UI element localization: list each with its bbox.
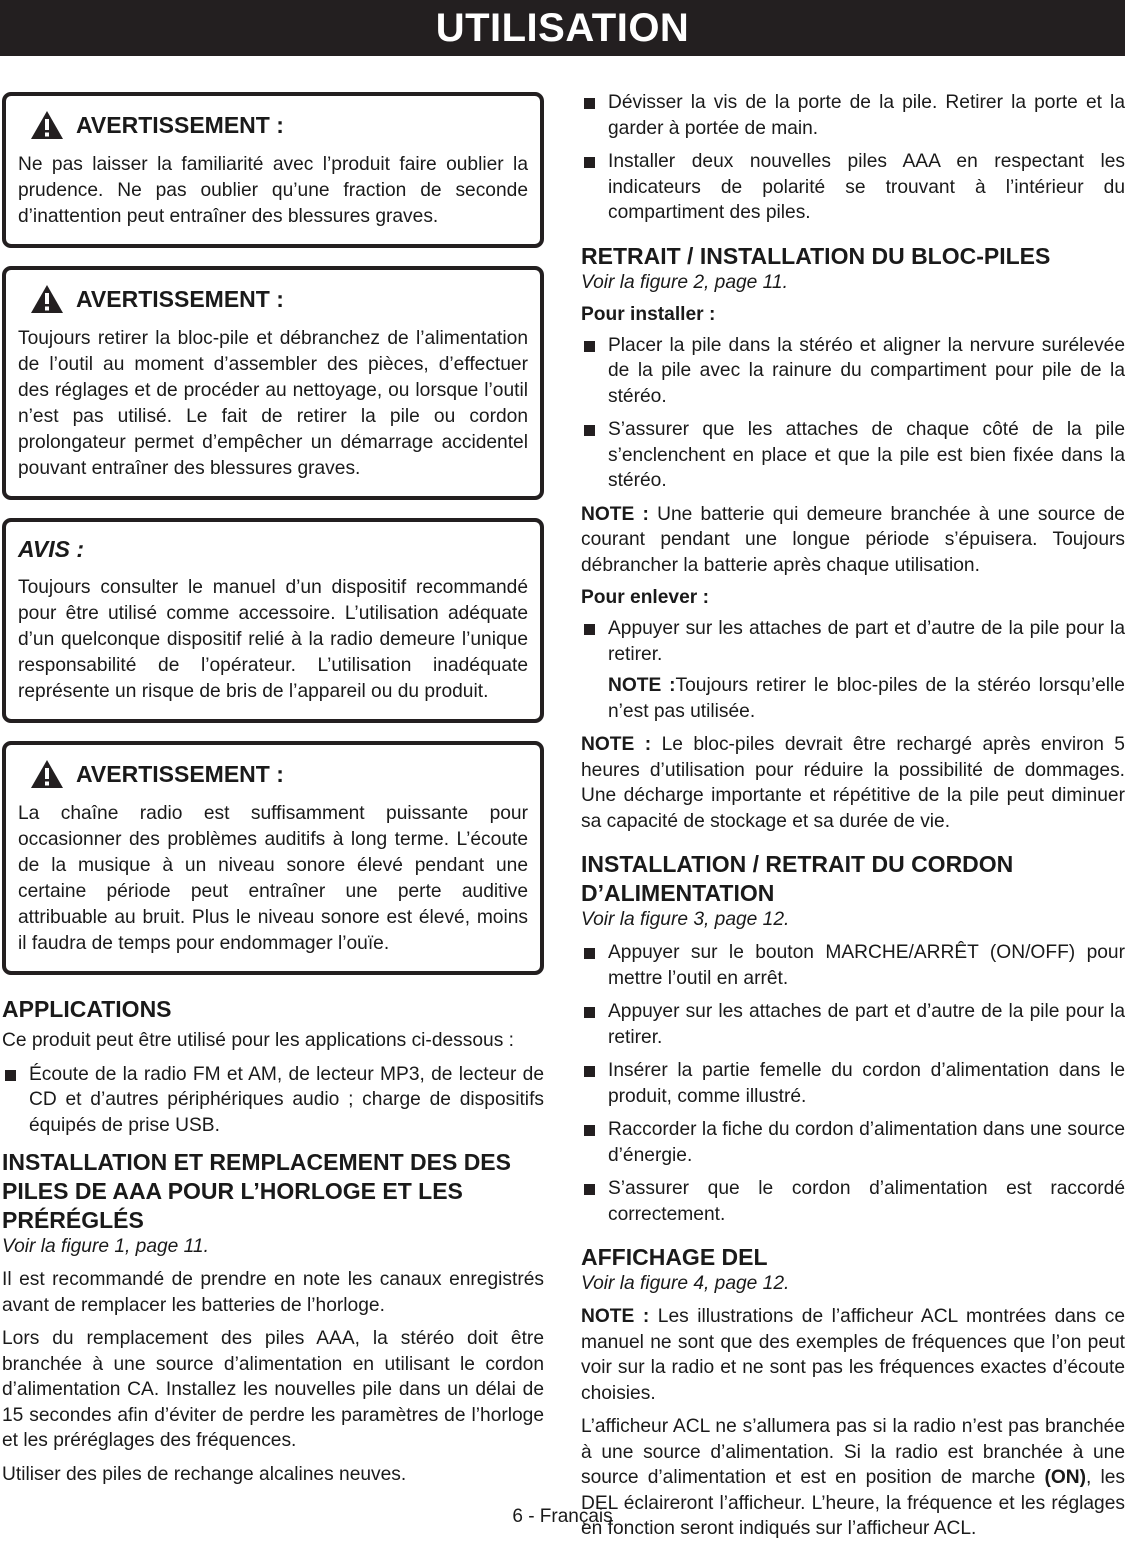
- warning-box-1: [2, 92, 544, 248]
- aaa-paragraph-3: Utiliser des piles de rechange alcalines neuves.: [2, 1463, 407, 1485]
- remove-list: [581, 616, 1125, 667]
- list-item: Appuyer sur les attaches de part et d’autre de la pile pour la retirer.: [581, 999, 1125, 1050]
- del-paragraph: L’afficheur ACL ne s’allumera pas si la radio n’est pas branchée à une source d’alimentation. Si la radio est branchée à une source d’alimentation et est en position de marche (ON), les DEL éclaireront l’afficheur. L’heure, la fréquence et les réglages en fonction seront indiqués sur l’afficheur ACL.: [581, 1416, 1125, 1539]
- warning-text-2: Toujours retirer la bloc-pile et débranchez de l’alimentation de l’outil au moment d’assembler des pièces, d’effectuer des réglages et de procéder au nettoyage, ou lorsque l’outil n’est pas utilisé. Le fait de retirer la pile ou cordon prolongateur permet d’empêcher un démarrage accidentel pouvant entraîner des blessures graves.: [18, 328, 528, 479]
- bloc-heading: RETRAIT / INSTALLATION DU BLOC-PILES: [581, 242, 1051, 269]
- install-label: Pour installer :: [581, 303, 716, 325]
- list-item: Écoute de la radio FM et AM, de lecteur MP3, de lecteur de CD et d’autres périphériques audio ; charge de dispositifs équipés de prise USB.: [2, 1062, 544, 1139]
- bullet-square-icon: [584, 948, 595, 959]
- install-list: [581, 333, 1125, 494]
- warning-title-2: [30, 284, 528, 314]
- bullet-square-icon: [584, 1066, 595, 1077]
- list-item: Dévisser la vis de la porte de la pile. Retirer la porte et la garder à portée de main.: [581, 90, 1125, 141]
- notice-box: [2, 518, 544, 723]
- applications-intro: Ce produit peut être utilisé pour les applications ci-dessous :: [2, 1030, 514, 1051]
- bullet-square-icon: [584, 1184, 595, 1195]
- warning-box-3: [2, 741, 544, 975]
- remove-subnote: NOTE :Toujours retirer le bloc-piles de la stéréo lorsqu’elle n’est pas utilisée.: [608, 675, 1125, 722]
- warning-triangle-icon: [30, 759, 64, 789]
- warning-text-1: Ne pas laisser la familiarité avec l’produit faire oublier la prudence. Ne pas oublier qu’une fraction de seconde d’inattention peut entraîner des blessures graves.: [18, 154, 528, 227]
- page-title: UTILISATION: [0, 0, 1125, 56]
- notice-text: Toujours consulter le manuel d’un dispositif recommandé pour être utilisé comme accessoire. L’utilisation adéquate d’un quelconque dispositif relié à la radio demeure l’unique responsabilité de l’opérateur. L’utilisation inadéquate représente un risque de bris de l’appareil ou du produit.: [18, 577, 528, 702]
- aaa-steps-list: [581, 90, 1125, 226]
- del-heading: AFFICHAGE DEL: [581, 1244, 768, 1270]
- list-item: Insérer la partie femelle du cordon d’alimentation dans le produit, comme illustré.: [581, 1058, 1125, 1109]
- warning-title-text: AVERTISSEMENT :: [76, 760, 284, 787]
- del-note: NOTE : Les illustrations de l’afficheur ACL montrées dans ce manuel ne sont que des exemples de fréquences que l’on peut voir sur la radio et ne sont pas les fréquences exactes d’écoute choisies.: [581, 1306, 1125, 1404]
- warning-title-3: [30, 759, 528, 789]
- bullet-square-icon: [584, 1007, 595, 1018]
- warning-text-3: La chaîne radio est suffisamment puissante pour occasionner des problèmes auditifs à long terme. L’écoute de la musique à un niveau sonore élevé pendant une certaine période peut entraîner une perte auditive attribuable au bruit. Plus le niveau sonore est élevé, moins il faudra de temps pour endommager l’ouïe.: [18, 803, 528, 954]
- bloc-figure-ref: Voir la figure 2, page 11.: [581, 271, 788, 293]
- remove-label: Pour enlever :: [581, 587, 709, 608]
- warning-title-1: [30, 110, 528, 140]
- bullet-square-icon: [584, 624, 595, 635]
- cordon-list: [581, 940, 1125, 1227]
- page-number: 6 - Français: [512, 1506, 613, 1527]
- applications-list: [2, 1062, 544, 1139]
- bullet-square-icon: [5, 1070, 16, 1081]
- bloc-note-1: NOTE : Une batterie qui demeure branchée à une source de courant pendant une longue période s’épuisera. Toujours débrancher la batterie après chaque utilisation.: [581, 503, 1125, 576]
- bloc-note-2: NOTE : Le bloc-piles devrait être rechargé après environ 5 heures d’utilisation pour réduire la possibilité de dommages. Une décharge importante et répétitive de la pile peut diminuer sa capacité de stockage et sa durée de vie.: [581, 734, 1125, 832]
- cordon-figure-ref: Voir la figure 3, page 12.: [581, 909, 790, 930]
- del-figure-ref: Voir la figure 4, page 12.: [581, 1273, 790, 1294]
- cordon-heading: INSTALLATION / RETRAIT DU CORDON D’ALIMENTATION: [581, 851, 1014, 906]
- aaa-paragraph-1: Il est recommandé de prendre en note les canaux enregistrés avant de remplacer les batteries de l’horloge.: [2, 1269, 544, 1316]
- list-item: S’assurer que le cordon d’alimentation est raccordé correctement.: [581, 1176, 1125, 1227]
- warning-triangle-icon: [30, 110, 64, 140]
- aaa-paragraph-2: Lors du remplacement des piles AAA, la stéréo doit être branchée à une source d’alimentation en utilisant le cordon d’alimentation CA. Installez les nouvelles pile dans un délai de 15 secondes afin d’éviter de perdre les paramètres de l’horloge et les préréglages des fréquences.: [2, 1328, 544, 1451]
- list-item: Raccorder la fiche du cordon d’alimentation dans une source d’énergie.: [581, 1117, 1125, 1168]
- warning-title-text: AVERTISSEMENT :: [76, 285, 284, 312]
- bullet-square-icon: [584, 98, 595, 109]
- aaa-heading: INSTALLATION ET REMPLACEMENT DES DES PILES DE AAA POUR L’HORLOGE ET LES PRÉRÉGLÉS: [2, 1149, 511, 1233]
- warning-triangle-icon: [30, 284, 64, 314]
- list-item: Installer deux nouvelles piles AAA en respectant les indicateurs de polarité se trouvant à l’intérieur du compartiment des piles.: [581, 149, 1125, 226]
- list-item: Placer la pile dans la stéréo et aligner la nervure surélevée de la pile avec la rainure du compartiment pour pile de la stéréo.: [581, 333, 1125, 410]
- list-item: S’assurer que les attaches de chaque côté de la pile s’enclenchent en place et que la pile est bien fixée dans la stéréo.: [581, 417, 1125, 494]
- left-column: [2, 92, 544, 1495]
- warning-title-text: AVERTISSEMENT :: [76, 111, 284, 138]
- bullet-square-icon: [584, 1125, 595, 1136]
- bullet-square-icon: [584, 341, 595, 352]
- notice-title: AVIS :: [18, 536, 85, 562]
- right-column: [581, 90, 1125, 1550]
- list-item: Appuyer sur les attaches de part et d’autre de la pile pour la retirer.: [581, 616, 1125, 667]
- warning-box-2: [2, 266, 544, 500]
- aaa-figure-ref: Voir la figure 1, page 11.: [2, 1236, 209, 1257]
- list-item: Appuyer sur le bouton MARCHE/ARRÊT (ON/OFF) pour mettre l’outil en arrêt.: [581, 940, 1125, 991]
- applications-heading: APPLICATIONS: [2, 996, 172, 1022]
- bullet-square-icon: [584, 425, 595, 436]
- bullet-square-icon: [584, 157, 595, 168]
